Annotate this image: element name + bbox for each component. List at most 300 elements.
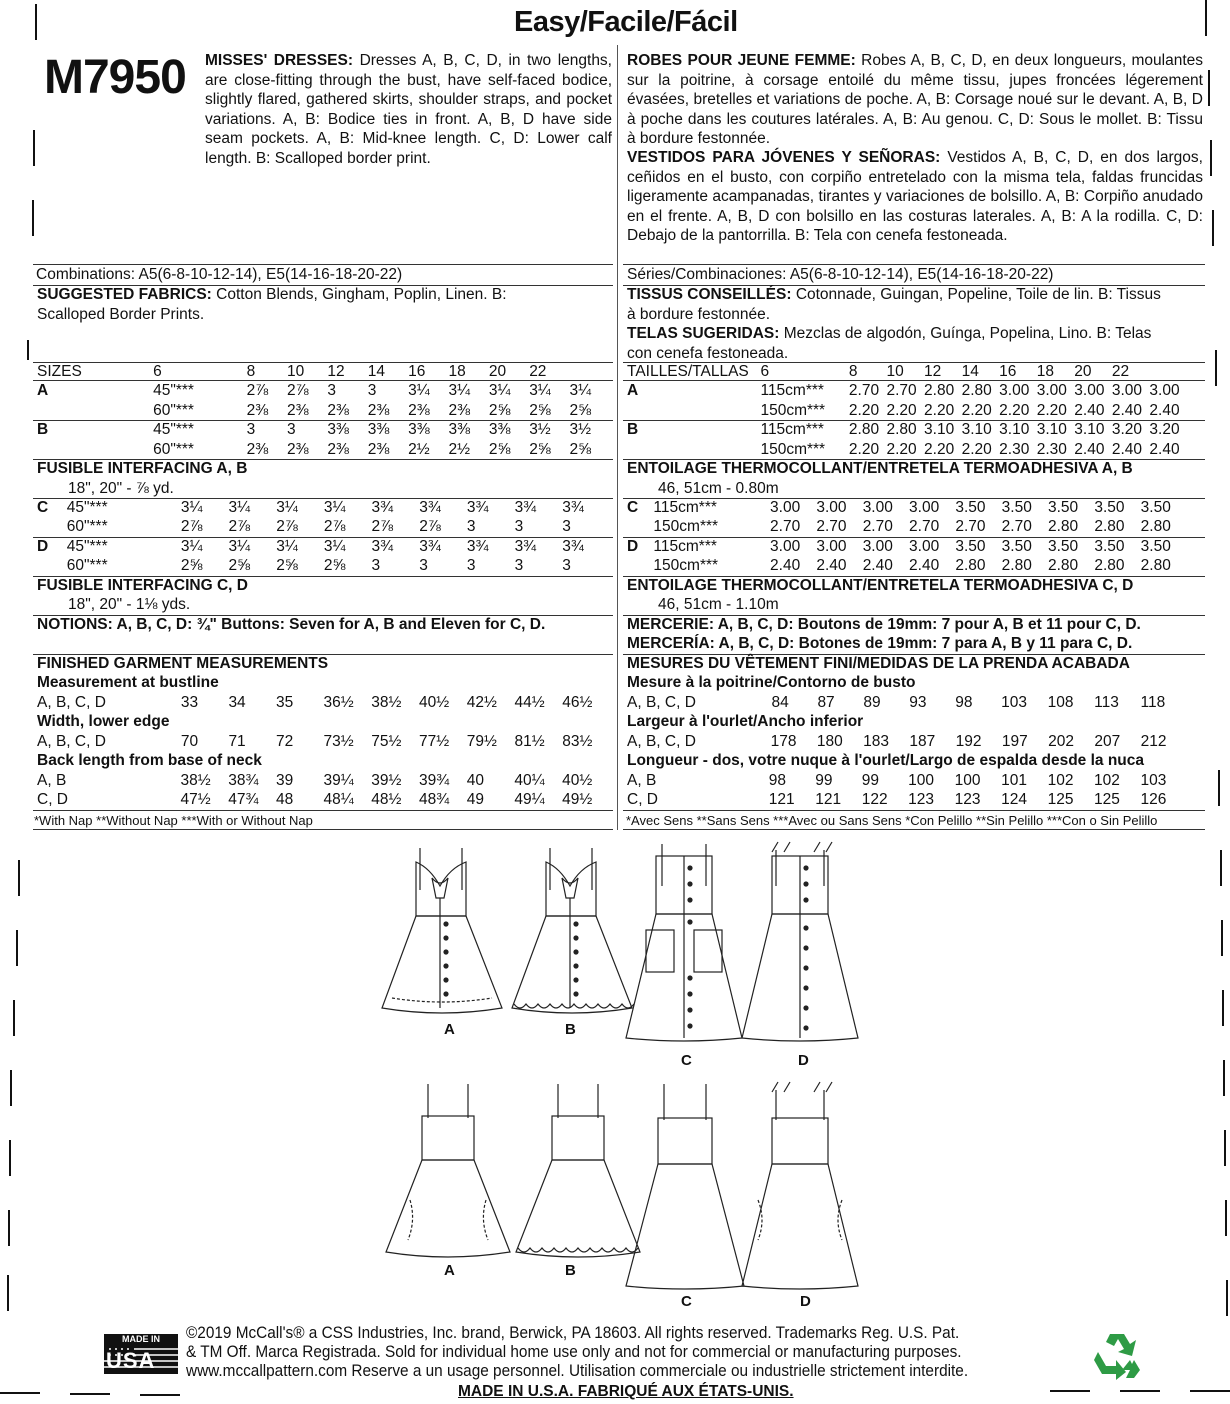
measurement-value: 48½ (371, 791, 402, 809)
yardage-value: 3¾ (466, 537, 489, 555)
entoilage-ab-value: 46, 51cm - 0.80m (658, 480, 779, 497)
measurement-value: 125 (1094, 791, 1120, 809)
views-label: A, B, C, D (37, 732, 106, 750)
yardage-value: 2.40 (862, 557, 893, 575)
views-label: C, D (37, 791, 68, 809)
suggested-fabrics: SUGGESTED FABRICS: Cotton Blends, Gingham, Poplin, Linen. B: Scalloped Border Prints. (37, 286, 507, 323)
yardage-value: 3 (371, 557, 381, 575)
width-label-en: Width, lower edge (37, 713, 170, 730)
fabric-width: 60"*** (66, 557, 108, 575)
measurement-value: 113 (1094, 693, 1119, 711)
combinations-fr: Séries/Combinaciones: A5(6-8-10-12-14), E5(14-16-18-20-22) (627, 266, 1054, 283)
yardage-value: 2.70 (909, 518, 940, 536)
front-views-illustration (380, 838, 870, 1078)
measurement-value: 83½ (562, 732, 593, 750)
view-letter: A (37, 382, 49, 400)
bust-row-en (37, 693, 610, 713)
measurement-value: 49½ (562, 791, 593, 809)
mercerie: MERCERIE: A, B, C, D: Boutons de 19mm: 7 pour A, B et 11 pour C, D. (627, 616, 1141, 633)
measurement-value: 38½ (371, 693, 402, 711)
yardage-value: 2.80 (924, 382, 955, 400)
measurement-value: 40¼ (514, 771, 545, 789)
finished-title-en: FINISHED GARMENT MEASUREMENTS (37, 655, 329, 672)
yardage-value: 2⅝ (323, 557, 346, 575)
table-row (627, 401, 1187, 421)
measurement-value: 98 (768, 771, 787, 789)
yardage-value: 2.80 (1140, 557, 1171, 575)
measurement-value: 42½ (466, 693, 497, 711)
yardage-value: 3.10 (1036, 421, 1067, 439)
recycle-icon (1090, 1330, 1144, 1382)
size-header: 14 (961, 362, 979, 380)
yardage-value: 3 (367, 382, 377, 400)
table-row (627, 498, 1187, 518)
measurement-value: 187 (909, 732, 936, 750)
yardage-value: 3¾ (562, 537, 584, 555)
finished-title-fr: MESURES DU VÊTEMENT FINI/MEDIDAS DE LA PRENDA ACABADA (627, 655, 1130, 672)
fabric-width: 45"*** (153, 421, 194, 439)
yardage-value: 2.70 (1001, 518, 1032, 536)
yardage-value: 2⅜ (246, 401, 269, 419)
measurement-value: 100 (908, 771, 935, 789)
yardage-value: 3 (562, 518, 571, 536)
yardage-value: 3⅜ (327, 421, 349, 439)
measurement-value: 124 (1001, 791, 1027, 809)
views-label: A, B (627, 771, 657, 789)
measurement-value: 33 (180, 693, 199, 711)
fabric-width: 150cm*** (760, 440, 826, 458)
yardage-value: 2.80 (955, 557, 986, 575)
yardage-value: 3.00 (1111, 382, 1142, 400)
yardage-value: 2.40 (909, 557, 940, 575)
measurement-value: 103 (1140, 771, 1167, 789)
yardage-value: 3¼ (488, 382, 511, 400)
table-row (37, 791, 610, 811)
fabric-width: 60"*** (153, 401, 194, 419)
measurement-value: 39¾ (419, 771, 450, 789)
width-label-fr: Largeur à l'ourlet/Ancho inferior (627, 713, 864, 730)
fusible-ab-title: FUSIBLE INTERFACING A, B (37, 460, 248, 477)
yardage-value: 2.40 (1074, 440, 1105, 458)
measurement-value: 71 (228, 732, 246, 750)
measurement-value: 123 (954, 791, 981, 809)
bust-label-fr: Mesure à la poitrine/Contorno de busto (627, 674, 916, 691)
table-row (37, 732, 610, 752)
yardage-value: 3¼ (448, 382, 471, 400)
table-row (37, 557, 610, 577)
yardage-value: 3¾ (371, 537, 394, 555)
yardage-value: 3¼ (276, 537, 298, 555)
yardage-value: 3 (246, 421, 256, 439)
measurement-value: 100 (954, 771, 981, 789)
yardage-value: 3.00 (770, 498, 801, 516)
yardage-value: 3.00 (770, 537, 801, 555)
size-header: 12 (924, 362, 942, 380)
yardage-value: 2.80 (1048, 518, 1079, 536)
measurement-value: 108 (1047, 693, 1074, 711)
yardage-value: 3¼ (180, 537, 203, 555)
view-label-back-c: C (681, 1293, 692, 1310)
yardage-value: 3.00 (909, 537, 940, 555)
yardage-value: 3.20 (1149, 421, 1180, 439)
entoilage-cd-title: ENTOILAGE THERMOCOLLANT/ENTRETELA TERMOADHESIVA C, D (627, 577, 1134, 594)
measurement-value: 39½ (371, 771, 402, 789)
views-label: A, B, C, D (627, 693, 696, 711)
yardage-value: 2½ (408, 440, 430, 458)
yardage-value: 2.80 (848, 421, 880, 439)
yardage-value: 3.50 (1140, 537, 1171, 555)
yardage-value: 2⅞ (180, 518, 203, 536)
view-label-back-b: B (565, 1262, 576, 1279)
yardage-value: 3.00 (909, 498, 940, 516)
view-label-front-d: D (798, 1052, 809, 1069)
copyright-line-4: MADE IN U.S.A. FABRIQUÉ AUX ÉTATS-UNIS. (458, 1383, 794, 1400)
measurement-value: 101 (1001, 771, 1027, 789)
back-rows-fr (627, 771, 1187, 810)
fabric-width: 45"*** (66, 498, 108, 516)
measurement-value: 73½ (323, 732, 354, 750)
table-row (627, 771, 1187, 791)
table-row (627, 518, 1187, 538)
fabric-width: 150cm*** (653, 557, 719, 575)
measurement-value: 47½ (180, 791, 211, 809)
table-row (627, 537, 1187, 557)
entoilage-ab-title: ENTOILAGE THERMOCOLLANT/ENTRETELA TERMOADHESIVA A, B (627, 460, 1133, 477)
view-label-front-b: B (565, 1021, 576, 1038)
yardage-value: 2⅜ (287, 440, 309, 458)
yardage-value: 3.00 (1074, 382, 1105, 400)
measurement-value: 46½ (562, 693, 593, 711)
size-header: 16 (408, 362, 426, 380)
yardage-value: 3¼ (276, 498, 298, 516)
view-letter: D (627, 537, 639, 555)
back-label-fr: Longueur - dos, votre nuque à l'ourlet/Largo de espalda desde la nuca (627, 752, 1144, 769)
yardage-value: 2⅝ (569, 440, 592, 458)
width-row-en (37, 732, 610, 752)
view-letter (627, 401, 760, 421)
measurement-value: 72 (275, 732, 294, 750)
yardage-value: 3¾ (466, 498, 489, 516)
size-header: 10 (886, 362, 904, 380)
measurement-value: 212 (1140, 732, 1167, 750)
view-letter (37, 518, 67, 538)
table-row (627, 421, 1187, 441)
yardage-value: 2⅝ (488, 401, 511, 419)
yardage-value: 2.70 (848, 382, 880, 400)
yardage-value: 2⅝ (529, 440, 551, 458)
yardage-value: 3¼ (408, 382, 430, 400)
yardage-value: 2.80 (1094, 518, 1125, 536)
yardage-value: 3⅜ (408, 421, 430, 439)
measurement-value: 202 (1048, 732, 1074, 750)
table-row (37, 498, 610, 518)
yardage-value: 2⅜ (408, 401, 430, 419)
yardage-value: 3.50 (1094, 498, 1125, 516)
yardage-value: 2.80 (886, 421, 917, 439)
yardage-value: 2.20 (886, 401, 917, 419)
yardage-value: 3¼ (529, 382, 551, 400)
view-letter: B (37, 421, 49, 439)
table-row (627, 732, 1187, 752)
table-row (627, 693, 1187, 713)
view-label-front-c: C (681, 1052, 692, 1069)
yardage-value: 3.00 (1036, 382, 1067, 400)
views-label: A, B (37, 771, 67, 789)
measurement-value: 102 (1047, 771, 1074, 789)
view-letter (37, 401, 153, 421)
table-row (37, 693, 610, 713)
yardage-value: 3¼ (180, 498, 203, 516)
size-header: 22 (1111, 362, 1130, 380)
yardage-value: 3.00 (816, 537, 847, 555)
merceria: MERCERÍA: A, B, C, D: Botones de 19mm: 7 para A, B y 11 para C, D. (627, 635, 1133, 652)
yardage-value: 3.50 (1048, 537, 1079, 555)
measurement-value: 180 (816, 732, 843, 750)
measurement-value: 40½ (419, 693, 450, 711)
yardage-value: 2.20 (999, 401, 1030, 419)
views-label: A, B, C, D (37, 693, 106, 711)
view-label-front-a: A (444, 1021, 455, 1038)
measurement-value: 89 (863, 693, 881, 711)
yardage-value: 3¾ (419, 537, 441, 555)
size-header: 20 (1074, 362, 1092, 380)
tissus-conseilles: TISSUS CONSEILLÉS: Cotonnade, Guingan, Popeline, Toile de lin. B: Tissus à bordure festonnée. (627, 286, 1161, 323)
measurement-value: 197 (1001, 732, 1028, 750)
yardage-value: 3¾ (562, 498, 584, 516)
sizes-header: TAILLES/TALLAS (627, 362, 749, 380)
size-header: 14 (367, 362, 385, 380)
measurement-value: 39¼ (323, 771, 354, 789)
yardage-value: 3 (466, 518, 476, 536)
measurement-value: 118 (1140, 693, 1166, 711)
yardage-value: 2.80 (961, 382, 992, 400)
yardage-value: 2⅜ (367, 401, 390, 419)
fabric-width: 45"*** (153, 382, 194, 400)
fabric-width: 60"*** (153, 440, 194, 458)
yardage-value: 2.80 (1094, 557, 1125, 575)
measurement-value: 48¼ (323, 791, 354, 809)
yardage-value: 2⅝ (569, 401, 592, 419)
measurement-value: 183 (863, 732, 889, 750)
nap-note-fr: *Avec Sens **Sans Sens ***Avec ou Sans Sens *Con Pelillo **Sin Pelillo ***Con o Sin Pelillo (626, 813, 1158, 828)
yardage-value: 2.20 (961, 401, 992, 419)
measurement-value: 81½ (514, 732, 545, 750)
measurement-value: 38¾ (228, 771, 259, 789)
yardage-value: 3½ (569, 421, 592, 439)
yardage-value: 3.00 (816, 498, 847, 516)
yardage-value: 2.30 (999, 440, 1030, 458)
view-letter (627, 518, 653, 538)
measurement-value: 102 (1094, 771, 1120, 789)
fusible-cd-title: FUSIBLE INTERFACING C, D (37, 577, 248, 594)
measurement-value: 121 (815, 791, 842, 809)
yardage-value: 2⅝ (228, 557, 251, 575)
metric-table (627, 362, 1187, 460)
yardage-value: 2.70 (886, 382, 917, 400)
size-header: 6 (153, 362, 162, 380)
yardage-value: 3⅜ (488, 421, 511, 439)
yardage-value: 2½ (448, 440, 471, 458)
sizes-header: SIZES (37, 362, 82, 380)
yardage-value: 2⅜ (367, 440, 390, 458)
copyright-line-1: ©2019 McCall's® a CSS Industries, Inc. brand, Berwick, PA 18603. All rights reserved. Trademarks Reg. U.S. Pat. (186, 1324, 960, 1342)
description-es: VESTIDOS PARA JÓVENES Y SEÑORAS: Vestidos A, B, C, D, en dos largos, ceñidos en el busto, con corpiño entretelado con la misma tela, faldas fruncidas ligeramente acampanadas, tirantes y variaciones de bolsillo. A, B: Corpiño anudado en el frente. A, B, D con bolsillo en las costuras laterales. A, B: A la rodilla. C, D: Debajo de la pantorrilla. B: Tela con cenefa festoneada. (627, 149, 1203, 244)
yardage-value: 2⅝ (488, 440, 511, 458)
measurement-value: 34 (228, 693, 246, 711)
measurement-value: 84 (771, 693, 789, 711)
yardage-value: 2.80 (1001, 557, 1032, 575)
measurement-value: 103 (1001, 693, 1027, 711)
yardage-value: 3¾ (514, 498, 537, 516)
yardage-value: 2.40 (770, 557, 801, 575)
column-divider (617, 45, 618, 830)
measurement-value: 48 (275, 791, 294, 809)
yardage-value: 3.10 (924, 421, 955, 439)
view-letter (37, 557, 67, 577)
yardage-value: 2.70 (770, 518, 801, 536)
yardage-value: 2.80 (1048, 557, 1079, 575)
size-header: 8 (848, 362, 858, 380)
yardage-value: 2.80 (1140, 518, 1171, 536)
yardage-value: 2⅞ (287, 382, 309, 400)
measurement-value: 75½ (371, 732, 402, 750)
yardage-value: 3¼ (569, 382, 592, 400)
difficulty-title: Easy/Facile/Fácil (514, 6, 738, 38)
view-letter: D (37, 537, 49, 555)
yardage-value: 2.20 (848, 440, 880, 458)
yardage-value: 2.20 (924, 440, 955, 458)
yardage-value: 3 (514, 557, 524, 575)
yardage-value: 3 (287, 421, 296, 439)
bust-label-en: Measurement at bustline (37, 674, 219, 691)
yardage-value: 2.30 (1036, 440, 1067, 458)
measurement-value: 39 (275, 771, 294, 789)
measurement-value: 207 (1094, 732, 1121, 750)
yardage-value: 2.20 (848, 401, 880, 419)
yardage-value: 2.40 (1074, 401, 1105, 419)
measurement-value: 44½ (514, 693, 545, 711)
measurement-value: 121 (768, 791, 795, 809)
yardage-value: 3.00 (862, 537, 893, 555)
views-label: C, D (627, 791, 658, 809)
yardage-value: 2⅜ (287, 401, 309, 419)
measurement-value: 192 (955, 732, 982, 750)
table-row (37, 440, 610, 460)
measurement-value: 40 (466, 771, 485, 789)
measurement-value: 126 (1140, 791, 1167, 809)
yardage-value: 2⅜ (327, 401, 349, 419)
yardage-value: 2.70 (816, 518, 847, 536)
yardage-value: 3 (466, 557, 476, 575)
yardage-value: 3.20 (1111, 421, 1142, 439)
view-letter (627, 440, 760, 460)
fabric-width: 60"*** (66, 518, 108, 536)
fabric-width: 115cm*** (760, 421, 824, 439)
measurement-value: 178 (770, 732, 797, 750)
measurement-value: 93 (909, 693, 927, 711)
measurement-value: 36½ (323, 693, 354, 711)
yardage-value: 2⅞ (323, 518, 346, 536)
yardage-value: 3 (327, 382, 337, 400)
yardage-value: 2⅝ (529, 401, 551, 419)
view-letter: C (627, 498, 639, 516)
measurement-value: 38½ (180, 771, 211, 789)
yardage-value: 2⅞ (371, 518, 394, 536)
yardage-value: 2⅝ (276, 557, 298, 575)
measurement-value: 125 (1047, 791, 1074, 809)
fabric-width: 150cm*** (760, 401, 826, 419)
yardage-table-en (37, 362, 610, 460)
size-header: 6 (760, 362, 770, 380)
yardage-value: 3¾ (419, 498, 441, 516)
yardage-value: 3¾ (371, 498, 394, 516)
fabric-width: 115cm*** (653, 537, 717, 555)
yardage-value: 3.00 (999, 382, 1030, 400)
yardage-value: 3.50 (955, 537, 986, 555)
yardage-value: 2.20 (961, 440, 992, 458)
table-row (627, 791, 1187, 811)
table-row (37, 421, 610, 441)
fabric-width: 115cm*** (653, 498, 717, 516)
measurement-value: 77½ (419, 732, 450, 750)
table-row (37, 771, 610, 791)
yardage-value: 2.70 (862, 518, 893, 536)
view-letter: A (627, 382, 639, 400)
entoilage-cd-value: 46, 51cm - 1.10m (658, 596, 779, 613)
view-label-back-a: A (444, 1262, 455, 1279)
view-label-back-d: D (800, 1293, 811, 1310)
view-letter (627, 557, 653, 577)
size-header: 10 (287, 362, 305, 380)
table-row (37, 518, 610, 538)
yardage-value: 2⅜ (246, 440, 269, 458)
yardage-value: 2⅞ (228, 518, 251, 536)
size-header: 18 (448, 362, 466, 380)
yardage-value: 3.50 (1140, 498, 1171, 516)
yardage-value: 3⅜ (367, 421, 390, 439)
fusible-ab-value: 18", 20" - ⅞ yd. (68, 480, 174, 497)
yardage-value: 2.20 (1036, 401, 1067, 419)
table-row (37, 401, 610, 421)
measurement-value: 70 (180, 732, 199, 750)
yardage-value: 3 (419, 557, 428, 575)
yardage-value: 3.50 (1001, 498, 1032, 516)
notions: NOTIONS: A, B, C, D: ¾" Buttons: Seven for A, B and Eleven for C, D. (37, 616, 546, 633)
view-letter (37, 440, 153, 460)
made-in-usa-logo: MADE IN USA (104, 1334, 178, 1374)
nap-note-en: *With Nap **Without Nap ***With or Without Nap (34, 813, 313, 828)
table-row (37, 537, 610, 557)
yardage-value: 2⅞ (419, 518, 441, 536)
views-label: A, B, C, D (627, 732, 696, 750)
yardage-value: 3¼ (323, 498, 346, 516)
yardage-value: 2⅜ (327, 440, 349, 458)
fusible-cd-value: 18", 20" - 1⅛ yds. (68, 596, 191, 613)
size-header: 8 (246, 362, 256, 380)
yardage-value: 2.40 (1149, 401, 1180, 419)
yardage-value: 3.10 (1074, 421, 1105, 439)
back-rows-en (37, 771, 610, 810)
yardage-value: 3.50 (955, 498, 986, 516)
yardage-value: 2⅝ (180, 557, 203, 575)
description-fr: ROBES POUR JEUNE FEMME: Robes A, B, C, D, en deux longueurs, moulantes sur la poitrine, à corsage entoilé du même tissu, jupes froncées légerement évasées, bretelles et variations de poche. A, B: Corsage noué sur le devant. A, B, D à poche dans les coutures latérales. A, B: Au genou. C, D: Sous le mollet. B: Tissu à bordure festonnée. (627, 52, 1203, 147)
back-label-en: Back length from base of neck (37, 752, 262, 769)
copyright-line-3: www.mccallpattern.com Reserve a un usage personnel. Utilisation commerciale ou industrielle strictement interdite. (186, 1362, 969, 1380)
table-row (37, 382, 610, 402)
yardage-value: 3 (514, 518, 524, 536)
table-row (627, 382, 1187, 402)
fabric-width: 150cm*** (653, 518, 719, 536)
